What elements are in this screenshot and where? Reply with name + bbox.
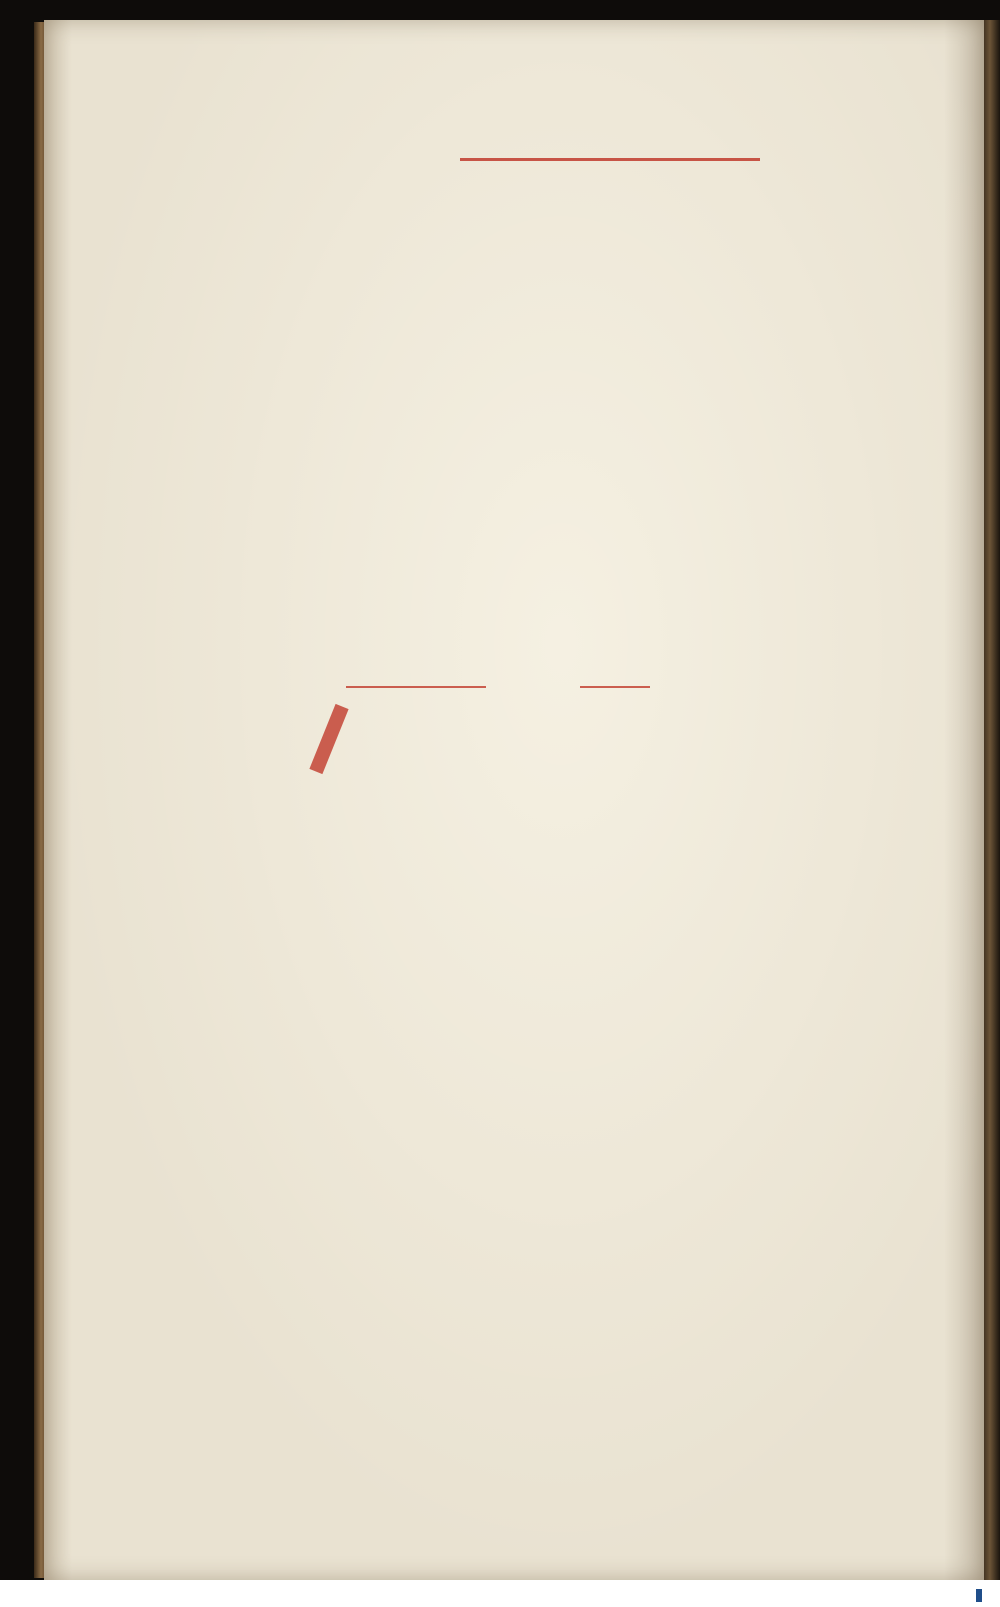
chapter-title-underline xyxy=(346,686,486,688)
running-head-rubric-underline xyxy=(460,158,760,161)
book-page xyxy=(44,20,984,1580)
chapter-cap-underline xyxy=(580,686,650,688)
digitization-credit xyxy=(972,1586,982,1604)
dfg-logo-icon xyxy=(976,1589,982,1602)
